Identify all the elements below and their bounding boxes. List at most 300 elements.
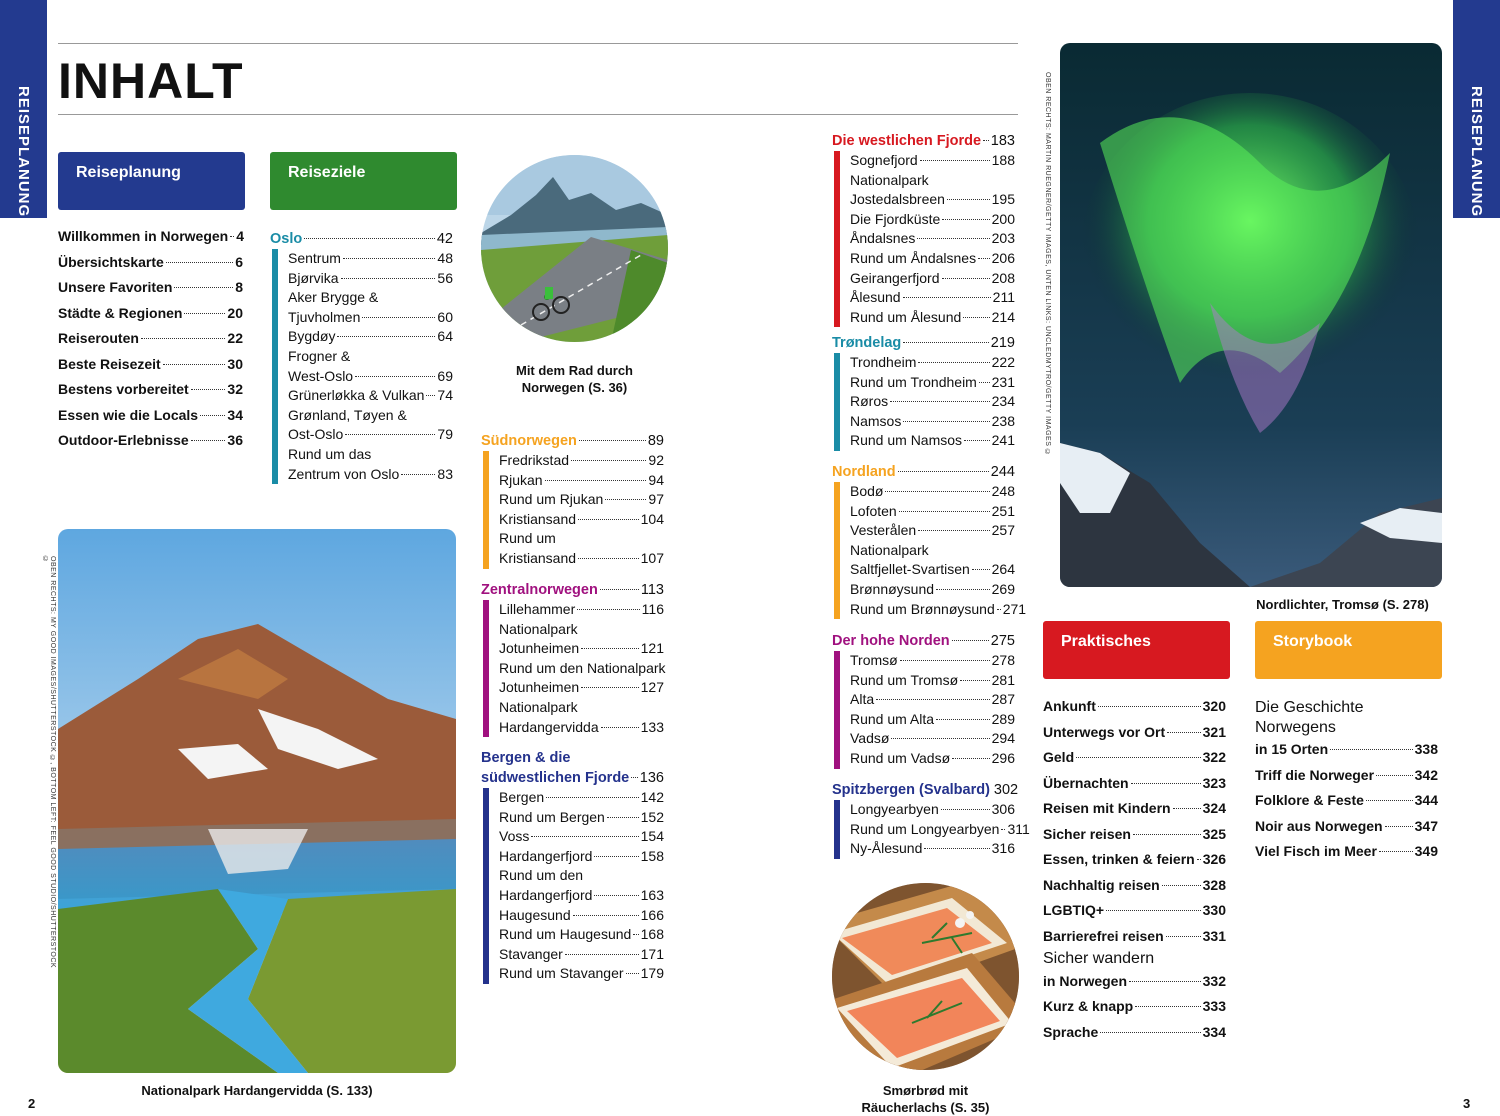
toc-entry[interactable] [58, 377, 243, 403]
entry-page: 306 [991, 801, 1015, 817]
entry-page: 248 [991, 483, 1015, 499]
toc-item[interactable] [58, 428, 243, 454]
toc-entry[interactable] [1043, 694, 1226, 720]
toc-item[interactable] [288, 406, 453, 445]
section-title: südwestlichen Fjorde [481, 770, 630, 786]
leader-dots [1098, 706, 1201, 707]
entry-title: Nachhaltig reisen [1043, 876, 1160, 893]
leader-dots [573, 915, 639, 916]
side-tab-right [1453, 0, 1500, 218]
entry-page: 320 [1202, 698, 1226, 714]
toc-entry[interactable] [850, 710, 1015, 730]
bike-caption-line1: Mit dem Rad durch [515, 363, 633, 378]
smorbrod-caption-line1: Smørbrød mit [882, 1083, 969, 1098]
toc-entry[interactable] [1043, 994, 1226, 1020]
toc-item[interactable] [850, 392, 1015, 412]
entry-title: Voss [499, 828, 530, 845]
toc-item[interactable] [850, 651, 1015, 671]
toc-entry[interactable] [1043, 720, 1226, 746]
toc-entry[interactable] [1043, 969, 1226, 995]
toc-entry[interactable] [850, 373, 1015, 393]
entry-page: 278 [991, 652, 1015, 668]
toc-entry[interactable] [850, 190, 1015, 210]
section-heading[interactable] [832, 631, 1015, 651]
toc-item[interactable] [850, 412, 1015, 432]
leader-dots [890, 401, 990, 402]
toc-item[interactable] [499, 490, 664, 510]
toc-item[interactable] [850, 353, 1015, 373]
toc-item[interactable] [288, 386, 453, 406]
leader-dots [1001, 829, 1005, 830]
toc-entry[interactable] [499, 490, 664, 510]
toc-item[interactable] [1043, 720, 1226, 746]
entry-title-line: Sicher wandern [1043, 950, 1155, 967]
toc-item[interactable] [499, 925, 664, 945]
toc-entry[interactable] [1255, 814, 1438, 840]
entry-title: Vadsø [850, 730, 890, 747]
toc-item[interactable] [1043, 924, 1226, 950]
section-page: 89 [647, 433, 664, 449]
leader-dots [972, 569, 990, 570]
toc-entry[interactable] [499, 600, 664, 620]
leader-dots [903, 297, 991, 298]
toc-entry[interactable] [58, 403, 243, 429]
entry-page: 158 [640, 847, 664, 864]
section-heading[interactable] [481, 749, 664, 788]
reiseplanung-list [58, 224, 243, 454]
entry-page: 271 [1002, 600, 1027, 617]
section-heading[interactable] [832, 333, 1015, 353]
entry-page: 324 [1202, 800, 1226, 816]
toc-item[interactable] [850, 269, 1015, 289]
toc-entry[interactable] [850, 580, 1015, 600]
toc-item[interactable] [850, 308, 1015, 328]
entry-title: Barrierefrei reisen [1043, 927, 1164, 944]
toc-entry[interactable] [850, 288, 1015, 308]
toc-entry[interactable] [288, 327, 453, 347]
toc-entry[interactable] [499, 886, 664, 906]
toc-item[interactable] [1043, 745, 1226, 771]
toc-entry[interactable] [850, 210, 1015, 230]
toc-entry[interactable] [850, 308, 1015, 328]
toc-entry[interactable] [499, 808, 664, 828]
toc-entry[interactable] [499, 945, 664, 965]
toc-entry[interactable] [499, 718, 664, 738]
toc-item[interactable] [1043, 1020, 1226, 1046]
leader-dots [1366, 800, 1413, 801]
toc-item[interactable] [850, 820, 1030, 840]
toc-entry[interactable] [58, 224, 243, 250]
entry-title: Kristiansand [499, 510, 577, 527]
entry-page: 331 [1202, 927, 1226, 944]
toc-item[interactable] [499, 698, 664, 737]
section-entries [832, 651, 1015, 769]
leader-dots [936, 589, 990, 590]
toc-item[interactable] [850, 729, 1015, 749]
toc-entry[interactable] [1043, 796, 1226, 822]
section-title: Südnorwegen [481, 433, 577, 449]
entry-page: 166 [640, 906, 664, 923]
toc-entry[interactable] [499, 678, 664, 698]
toc-entry[interactable] [1043, 873, 1226, 899]
toc-entry[interactable] [58, 352, 243, 378]
leader-dots [631, 777, 638, 778]
toc-entry[interactable] [288, 269, 453, 289]
toc-entry[interactable] [1255, 763, 1438, 789]
toc-entry[interactable] [850, 151, 1015, 171]
toc-entry[interactable] [850, 749, 1015, 769]
toc-entry[interactable] [850, 431, 1015, 451]
section-bergen [481, 749, 664, 984]
toc-item[interactable] [288, 445, 453, 484]
leader-dots [1131, 783, 1201, 784]
toc-entry[interactable] [499, 964, 664, 984]
entry-title: Rund um Stavanger [499, 965, 624, 982]
toc-item[interactable] [58, 250, 243, 276]
toc-item[interactable] [499, 847, 664, 867]
entry-title: Sentrum [288, 250, 341, 266]
section-oslo [270, 229, 453, 484]
toc-item[interactable] [1255, 839, 1438, 865]
toc-entry[interactable] [850, 839, 1015, 859]
toc-entry[interactable] [850, 521, 1015, 541]
entry-title: Rund um Vadsø [850, 749, 951, 766]
toc-item[interactable] [58, 403, 243, 429]
toc-item[interactable] [850, 151, 1015, 171]
toc-entry[interactable] [850, 671, 1015, 691]
entry-page: 94 [648, 471, 664, 488]
entry-title: Jotunheimen [499, 679, 580, 696]
entry-title: Haugesund [499, 906, 571, 923]
toc-item[interactable] [850, 600, 1027, 620]
toc-item[interactable] [850, 502, 1015, 522]
toc-entry[interactable] [499, 906, 664, 926]
toc-entry[interactable] [850, 392, 1015, 412]
toc-item[interactable] [1043, 822, 1226, 848]
side-tab-label: REISEPLANUNG [15, 86, 32, 218]
section-color-bar [483, 600, 489, 737]
toc-entry[interactable] [499, 847, 664, 867]
leader-dots [191, 440, 226, 441]
toc-item[interactable] [58, 377, 243, 403]
toc-item[interactable] [1043, 694, 1226, 720]
toc-item[interactable] [499, 808, 664, 828]
toc-entry[interactable] [58, 301, 243, 327]
leader-dots [918, 530, 989, 531]
toc-entry[interactable] [850, 353, 1015, 373]
toc-item[interactable] [850, 580, 1015, 600]
toc-item[interactable] [58, 224, 243, 250]
toc-entry[interactable] [850, 820, 1030, 840]
toc-entry[interactable] [850, 600, 1027, 620]
leader-dots [163, 364, 226, 365]
leader-dots [545, 480, 647, 481]
entry-title: Tromsø [850, 652, 898, 668]
toc-entry[interactable] [850, 729, 1015, 749]
toc-entry[interactable] [850, 502, 1015, 522]
entry-page: 179 [640, 965, 664, 982]
toc-entry[interactable] [499, 451, 664, 471]
leader-dots [918, 362, 989, 363]
section-heading[interactable] [481, 431, 664, 451]
section-title: Oslo [270, 231, 303, 247]
toc-item[interactable] [850, 171, 1015, 210]
toc-entry[interactable] [1043, 745, 1226, 771]
entry-title: Hardangerfjord [499, 847, 593, 864]
toc-entry[interactable] [288, 308, 453, 328]
entry-page: 323 [1202, 774, 1226, 791]
toc-entry[interactable] [850, 482, 1015, 502]
leader-dots [978, 258, 990, 259]
toc-entry[interactable] [58, 250, 243, 276]
entry-page: 195 [991, 191, 1015, 208]
entry-page: 281 [991, 671, 1015, 688]
toc-item[interactable] [499, 529, 664, 568]
toc-item[interactable] [58, 275, 243, 301]
toc-item[interactable] [499, 471, 664, 491]
entry-page: 171 [640, 945, 664, 962]
leader-dots [401, 474, 435, 475]
toc-item[interactable] [499, 788, 664, 808]
toc-entry[interactable] [288, 386, 453, 406]
toc-item[interactable] [499, 866, 664, 905]
entry-title: Ålesund [850, 289, 901, 306]
section-color-bar [834, 353, 840, 451]
entry-title: Lillehammer [499, 601, 576, 617]
toc-item[interactable] [1043, 847, 1226, 873]
toc-item[interactable] [850, 482, 1015, 502]
entry-title: Reisen mit Kindern [1043, 800, 1171, 816]
toc-entry[interactable] [58, 275, 243, 301]
toc-entry[interactable] [850, 269, 1015, 289]
toc-item[interactable] [499, 906, 664, 926]
toc-item[interactable] [499, 620, 664, 659]
toc-item[interactable] [58, 301, 243, 327]
toc-item[interactable] [288, 269, 453, 289]
entry-title: West-Oslo [288, 367, 354, 384]
toc-entry[interactable] [850, 412, 1015, 432]
entry-page: 20 [227, 304, 243, 321]
entry-title: in Norwegen [1043, 972, 1128, 989]
entry-title-line: Nationalpark [850, 541, 929, 558]
toc-item[interactable] [1255, 814, 1438, 840]
toc-entry[interactable] [850, 690, 1015, 710]
toc-item[interactable] [1255, 788, 1438, 814]
toc-entry[interactable] [1043, 822, 1226, 848]
entry-title: Sognefjord [850, 152, 918, 168]
entry-page: 152 [640, 808, 664, 825]
leader-dots [174, 287, 233, 288]
toc-item[interactable] [1043, 771, 1226, 797]
toc-item[interactable] [499, 510, 664, 530]
toc-item[interactable] [499, 945, 664, 965]
toc-entry[interactable] [850, 249, 1015, 269]
toc-entry[interactable] [499, 549, 664, 569]
leader-dots [898, 471, 989, 472]
entry-page: 188 [991, 152, 1015, 168]
toc-entry[interactable] [1255, 788, 1438, 814]
toc-item[interactable] [1043, 994, 1226, 1020]
entry-title: Vesterålen [850, 522, 917, 539]
toc-item[interactable] [850, 373, 1015, 393]
entry-title: Rund um Brønnøysund [850, 600, 995, 617]
section-heading[interactable] [832, 131, 1015, 151]
entry-title: Namsos [850, 412, 902, 429]
section-heading[interactable] [832, 780, 1019, 800]
leader-dots [900, 660, 990, 661]
section-heading[interactable] [270, 229, 453, 249]
toc-entry[interactable] [499, 827, 664, 847]
toc-entry[interactable] [1255, 839, 1438, 865]
toc-item[interactable] [288, 347, 453, 386]
entry-title: Sprache [1043, 1023, 1099, 1040]
entry-title: Alta [850, 691, 875, 708]
entry-page: 338 [1414, 741, 1438, 758]
leader-dots [578, 558, 639, 559]
toc-entry[interactable] [1255, 737, 1438, 763]
bike-caption [481, 362, 668, 396]
toc-item[interactable] [499, 827, 664, 847]
toc-item[interactable] [850, 521, 1015, 541]
toc-item[interactable] [1043, 796, 1226, 822]
toc-item[interactable] [850, 229, 1015, 249]
toc-item[interactable] [1043, 898, 1226, 924]
toc-item[interactable] [1255, 763, 1438, 789]
toc-item[interactable] [1043, 873, 1226, 899]
entry-page: 289 [991, 710, 1015, 727]
toc-entry[interactable] [499, 471, 664, 491]
entry-page: 97 [648, 491, 664, 508]
entry-page: 133 [640, 718, 664, 735]
hardanger-caption: Nationalpark Hardangervidda (S. 133) [141, 1083, 373, 1098]
toc-item[interactable] [850, 541, 1015, 580]
entry-title-line: Die Geschichte [1255, 699, 1364, 716]
entry-title: Saltfjellet-Svartisen [850, 561, 970, 578]
entry-page: 311 [1007, 820, 1030, 837]
toc-item[interactable] [58, 352, 243, 378]
entry-title: in 15 Orten [1255, 741, 1329, 758]
entry-page: 234 [991, 393, 1015, 410]
toc-entry[interactable] [850, 651, 1015, 671]
toc-item[interactable] [288, 249, 453, 269]
entry-title: Rund um Alta [850, 710, 935, 727]
toc-item[interactable] [1255, 698, 1438, 763]
entry-title: Fredrikstad [499, 452, 570, 468]
toc-item[interactable] [850, 249, 1015, 269]
toc-entry[interactable] [1043, 771, 1226, 797]
toc-item[interactable] [499, 964, 664, 984]
entry-title: Viel Fisch im Meer [1255, 843, 1377, 860]
entry-title-line: Rund um den [499, 867, 584, 884]
entry-title: Rund um Åndalsnes [850, 249, 977, 266]
leader-dots [942, 219, 989, 220]
bike-caption-line2: Norwegen (S. 36) [521, 380, 628, 395]
toc-item[interactable] [499, 451, 664, 471]
toc-item[interactable] [850, 671, 1015, 691]
toc-entry[interactable] [850, 560, 1015, 580]
entry-page: 64 [437, 328, 453, 345]
section-heading[interactable] [481, 580, 664, 600]
toc-entry[interactable] [288, 249, 453, 269]
section-color-bar [834, 151, 840, 327]
entry-page: 74 [437, 387, 453, 404]
toc-entry[interactable] [288, 367, 453, 387]
toc-item[interactable] [850, 749, 1015, 769]
toc-entry[interactable] [499, 510, 664, 530]
toc-item[interactable] [288, 327, 453, 347]
section-heading[interactable] [832, 462, 1015, 482]
entry-page: 206 [991, 249, 1015, 266]
toc-item[interactable] [58, 326, 243, 352]
leader-dots [337, 336, 435, 337]
entry-title: Rund um Haugesund [499, 926, 632, 943]
leader-dots [903, 421, 989, 422]
leader-dots [952, 758, 990, 759]
leader-dots [345, 434, 435, 435]
toc-item[interactable] [288, 288, 453, 327]
leader-dots [426, 395, 435, 396]
toc-entry[interactable] [1043, 924, 1226, 950]
entry-page: 321 [1202, 723, 1226, 740]
photo-credit-right: OBEN RECHTS: MARTIN RUEGNER/GETTY IMAGES, UNTEN LINKS: UNCLEDMYTRO/GETTY IMAGES © [1044, 72, 1051, 457]
entry-title: Brønnøysund [850, 580, 935, 597]
toc-item[interactable] [850, 288, 1015, 308]
toc-entry[interactable] [850, 800, 1015, 820]
entry-page: 142 [640, 789, 664, 805]
entry-page: 116 [641, 601, 664, 617]
section-title: Der hohe Norden [832, 633, 950, 649]
leader-dots [1173, 808, 1201, 809]
toc-entry[interactable] [58, 428, 243, 454]
leader-dots [936, 719, 990, 720]
entry-title-line: Nationalpark [850, 171, 929, 188]
toc-item[interactable] [850, 431, 1015, 451]
leader-dots [924, 848, 989, 849]
entry-title-line: Rund um [499, 530, 556, 547]
toc-entry[interactable] [288, 465, 453, 485]
toc-entry[interactable] [499, 925, 664, 945]
toc-item[interactable] [850, 710, 1015, 730]
toc-item[interactable] [850, 800, 1015, 820]
photo-credit-left: OBEN RECHTS: MY GOOD IMAGES/SHUTTERSTOCK ©, BOTTOM LEFT: FEEL GOOD STUDIO/SHUTTERSTOCK © [42, 556, 56, 969]
toc-entry[interactable] [1043, 847, 1226, 873]
section-page: 302 [993, 782, 1019, 798]
page-number-left: 2 [28, 1096, 36, 1111]
entry-title: Lofoten [850, 502, 897, 519]
toc-entry[interactable] [288, 425, 453, 445]
entry-title: Trondheim [850, 354, 917, 370]
toc-entry[interactable] [1043, 1020, 1226, 1046]
toc-entry[interactable] [1043, 898, 1226, 924]
toc-entry[interactable] [499, 639, 664, 659]
praktisches-box: Praktisches [1043, 621, 1230, 679]
leader-dots [942, 278, 990, 279]
toc-entry[interactable] [499, 788, 664, 808]
toc-item[interactable] [499, 600, 664, 620]
entry-page: 211 [992, 289, 1015, 306]
section-heading-line: Bergen & die [481, 750, 571, 766]
toc-entry[interactable] [850, 229, 1015, 249]
toc-item[interactable] [850, 210, 1015, 230]
toc-item[interactable] [850, 690, 1015, 710]
toc-entry[interactable] [58, 326, 243, 352]
toc-item[interactable] [1043, 949, 1226, 994]
leader-dots [920, 160, 990, 161]
leader-dots [341, 278, 436, 279]
toc-item[interactable] [850, 839, 1015, 859]
entry-title: Rund um Ålesund [850, 308, 962, 325]
toc-item[interactable] [499, 659, 664, 698]
